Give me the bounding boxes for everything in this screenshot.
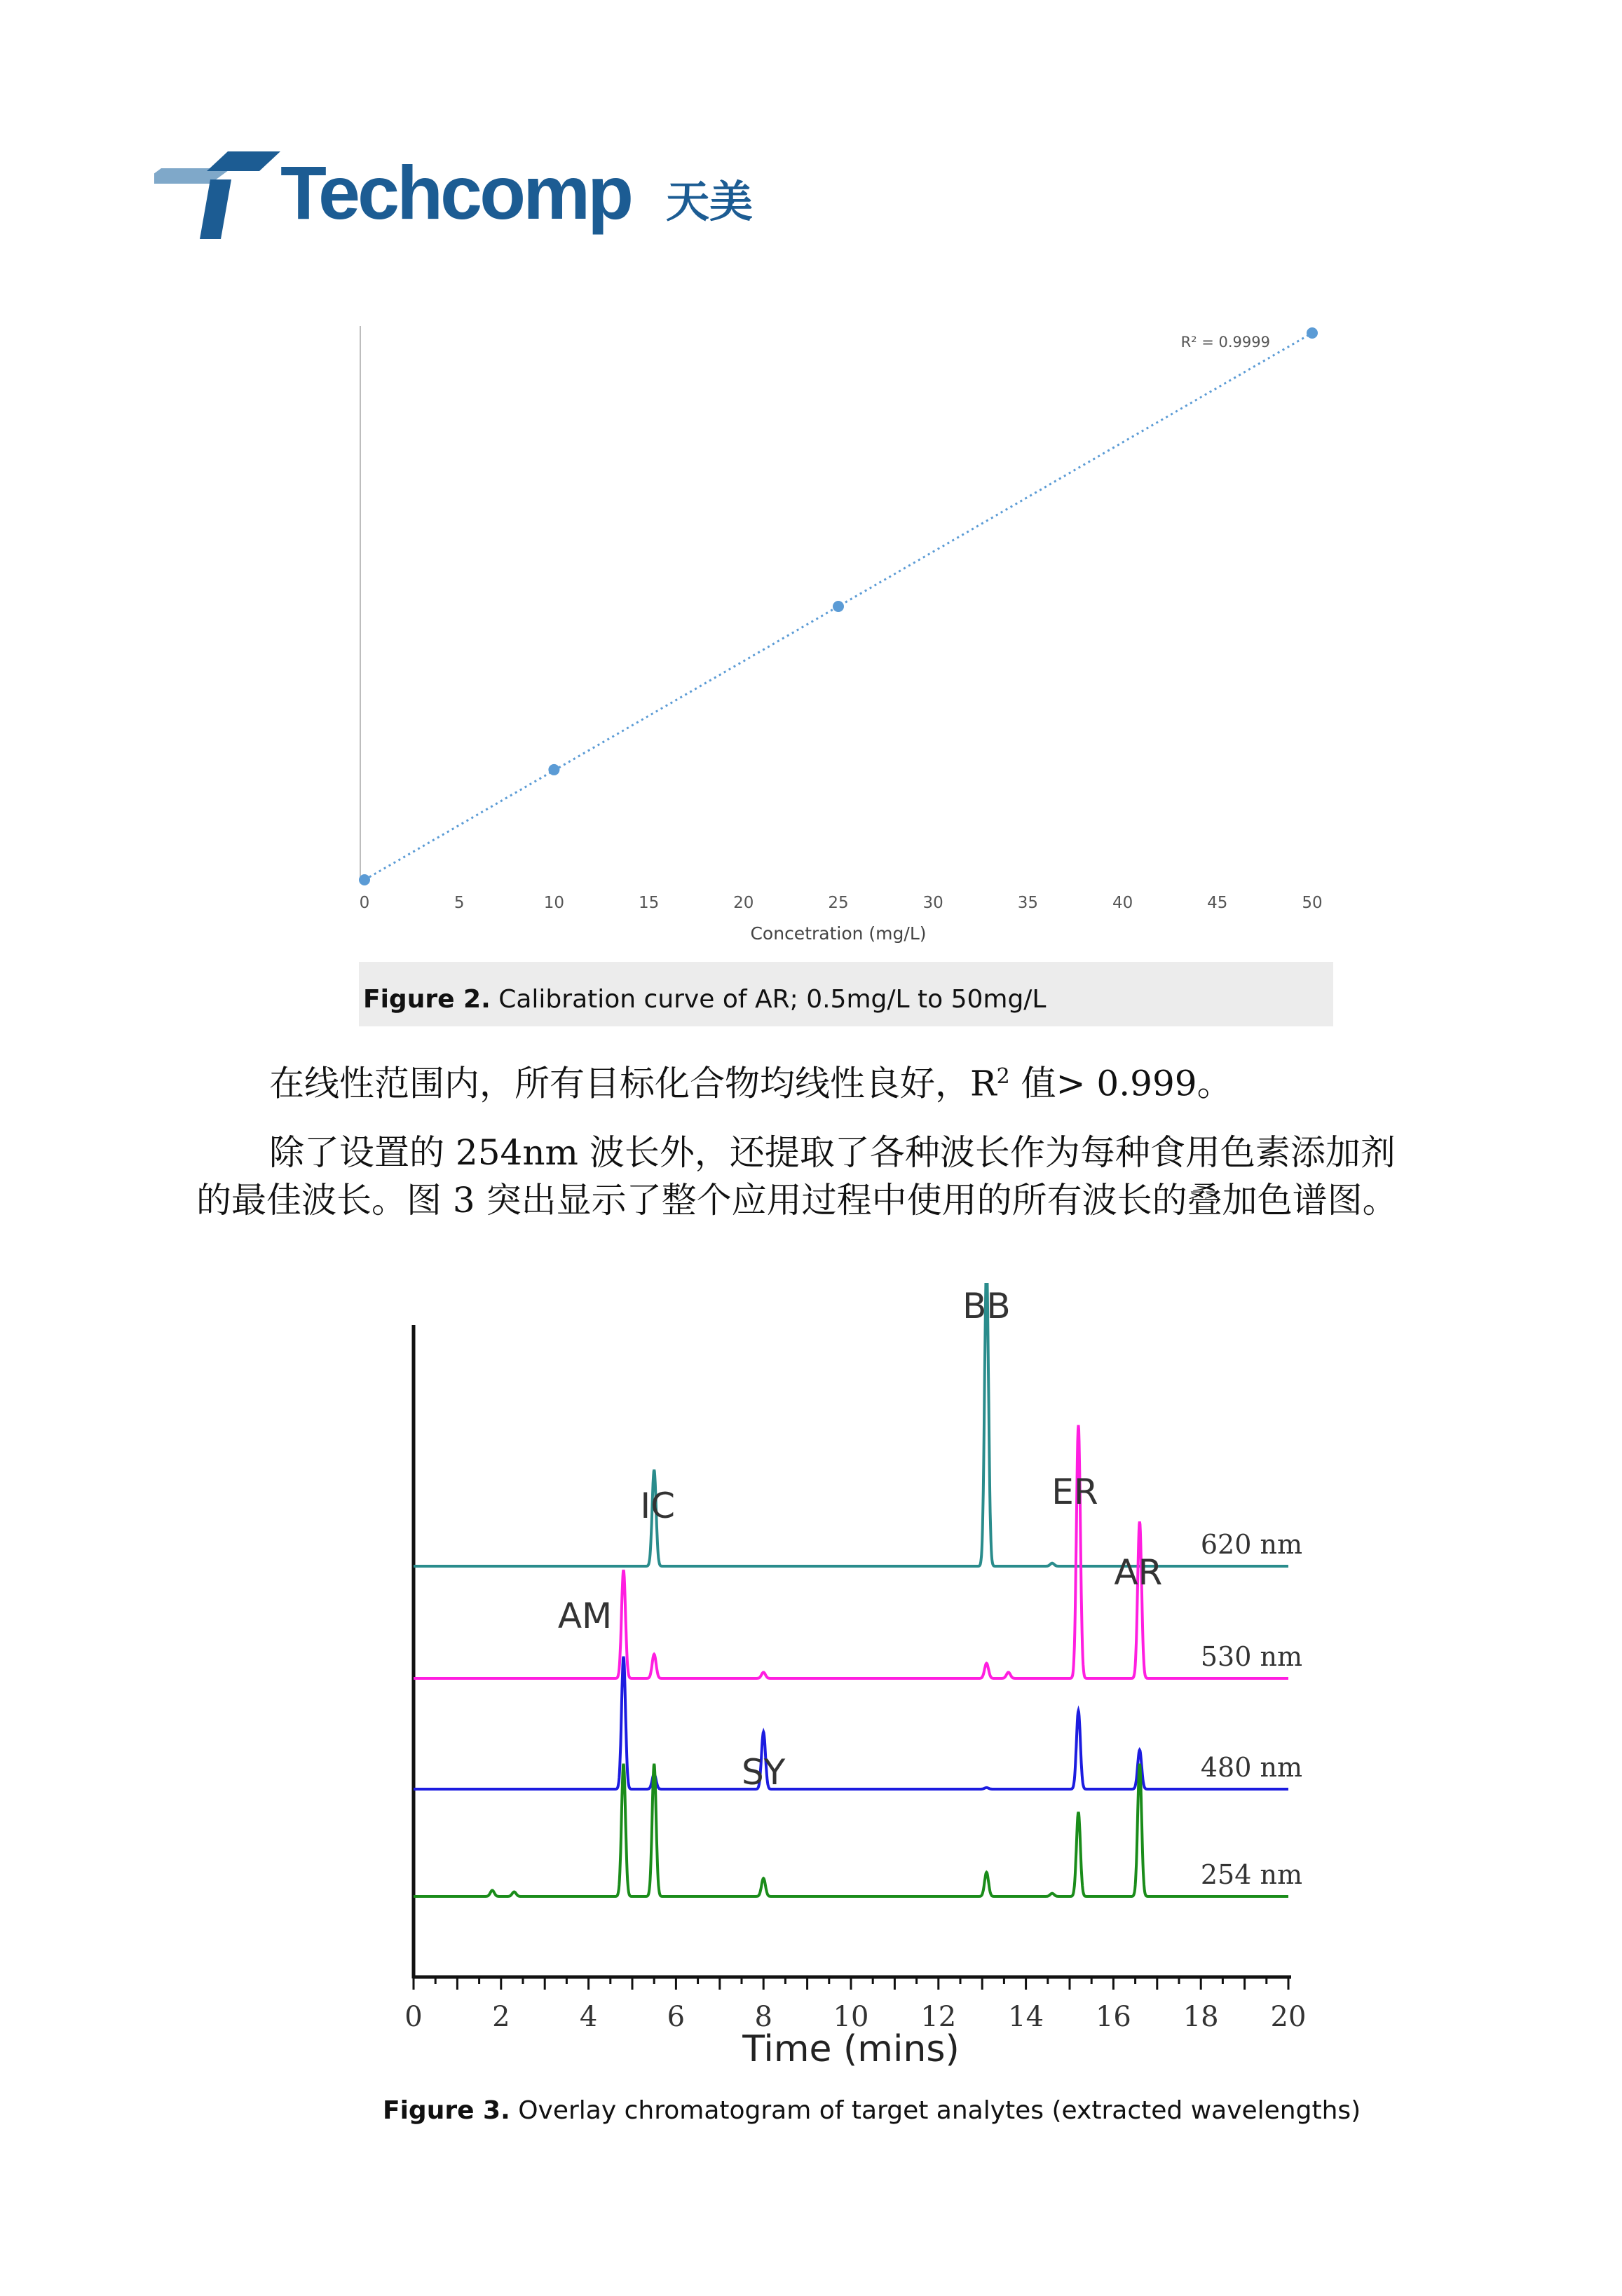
peak-label: BB [962,1286,1011,1326]
peak-label: ER [1051,1472,1098,1512]
x-tick-label: 10 [543,894,565,912]
x-tick-label: 45 [1207,894,1228,912]
brand-name-cn: 天美 [666,176,754,227]
figure3-caption-text: Overlay chromatogram of target analytes (extracted wavelengths) [510,2096,1361,2125]
x-tick-label: 6 [667,2001,686,2033]
p1-superscript: 2 [996,1064,1010,1089]
x-axis-label: Time (mins) [742,2028,960,2070]
x-tick-label: 25 [828,894,849,912]
x-tick-label: 30 [922,894,943,912]
x-tick-label: 8 [754,2001,772,2033]
figure3-caption [383,2096,1361,2125]
x-tick-label: 14 [1008,2001,1044,2033]
chromatogram-trace [414,1764,1288,1896]
x-tick-label: 5 [454,894,465,912]
x-tick-label: 10 [833,2001,869,2033]
data-point [548,764,559,775]
x-tick-label: 18 [1183,2001,1219,2033]
peak-label: IC [640,1486,676,1526]
x-tick-label: 4 [579,2001,598,2033]
x-axis-label: Concetration (mg/L) [750,923,927,944]
p1-text-b: 值> 0.999。 [1009,1063,1232,1104]
x-tick-label: 0 [359,894,370,912]
logo-mark-dark [207,151,280,171]
peak-label: AR [1114,1552,1163,1593]
x-tick-label: 40 [1112,894,1133,912]
data-point [359,874,370,885]
paragraph-wavelengths: 除了设置的 254nm 波长外，还提取了各种波长作为每种食用色素添加剂的最佳波长。图 3 突出显示了整个应用过程中使用的所有波长的叠加色谱图。 [196,1132,1398,1221]
chromatogram-trace [414,1283,1288,1566]
x-tick-label: 35 [1017,894,1039,912]
figure3-caption-label: Figure 3. [383,2096,510,2125]
data-point [833,601,844,612]
trace-wavelength-label: 530 nm [1200,1641,1302,1672]
x-tick-label: 0 [404,2001,423,2033]
trace-wavelength-label: 254 nm [1200,1859,1302,1890]
x-tick-label: 16 [1095,2001,1131,2033]
trace-wavelength-label: 480 nm [1200,1752,1302,1783]
r-squared-annotation: R² = 0.9999 [1180,334,1270,351]
logo-mark-stem [200,179,231,239]
paragraph-linearity [269,1053,1232,1108]
x-tick-label: 50 [1302,894,1323,912]
data-point [1307,327,1318,339]
p1-text-a: 在线性范围内，所有目标化合物均线性良好，R [269,1063,997,1104]
figure3-chromatogram [364,1283,1332,2075]
figure2-caption-label: Figure 2. [363,985,491,1014]
figure2-caption-text: Calibration curve of AR; 0.5mg/L to 50mg/L [490,985,1047,1014]
x-tick-label: 20 [733,894,754,912]
x-tick-label: 20 [1270,2001,1307,2033]
figure2-calibration-chart [359,319,1333,964]
figure2-caption [363,985,1047,1014]
trace-wavelength-label: 620 nm [1200,1529,1302,1560]
x-tick-label: 12 [920,2001,957,2033]
peak-label: SY [742,1752,786,1793]
x-tick-label: 15 [638,894,660,912]
chromatogram-trace [414,1657,1288,1789]
brand-name: Techcomp [280,150,632,235]
x-tick-label: 2 [492,2001,510,2033]
peak-label: AM [557,1596,613,1636]
